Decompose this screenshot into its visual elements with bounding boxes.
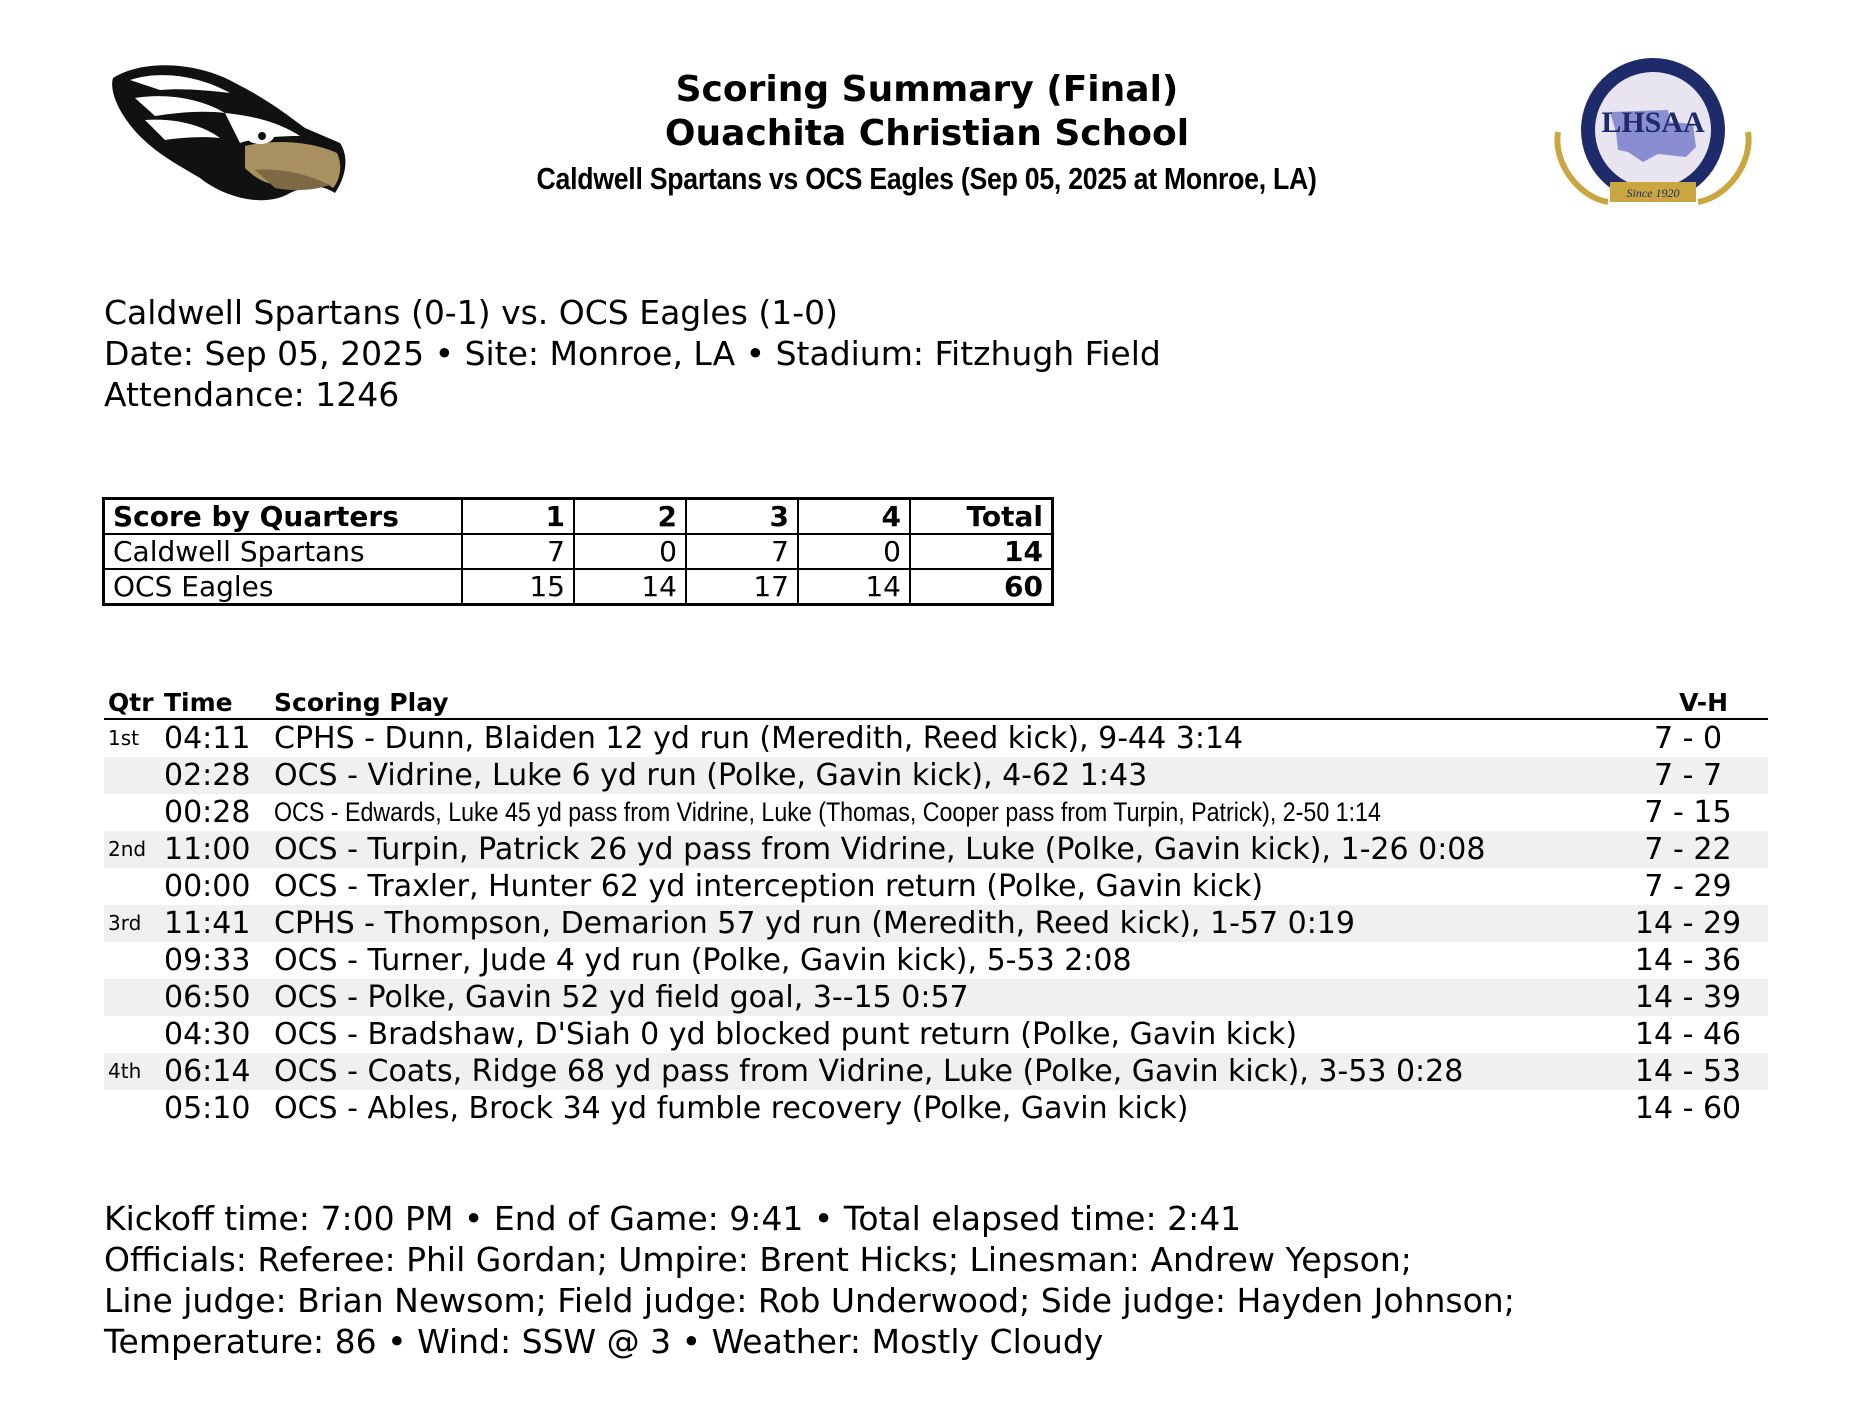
quarters-header-label: Score by Quarters <box>104 499 463 535</box>
play-time: 04:11 <box>164 721 251 756</box>
quarters-row-visitor <box>104 534 1053 569</box>
table-row <box>104 1053 1768 1090</box>
play-desc: OCS - Traxler, Hunter 62 yd interception return (Polke, Gavin kick) <box>274 869 1264 904</box>
footer-weather: Temperature: 86 • Wind: SSW @ 3 • Weather: Mostly Cloudy <box>104 1322 1104 1361</box>
svg-text:Since 1920: Since 1920 <box>1626 186 1680 200</box>
svg-text:LHSAA: LHSAA <box>1601 106 1705 139</box>
play-desc: OCS - Vidrine, Luke 6 yd run (Polke, Gavin kick), 4-62 1:43 <box>274 758 1148 793</box>
quarters-header-q3: 3 <box>686 499 798 535</box>
info-date-site: Date: Sep 05, 2025 • Site: Monroe, LA • Stadium: Fitzhugh Field <box>104 334 1161 373</box>
quarter-score: 0 <box>798 534 910 569</box>
table-row <box>104 1016 1768 1053</box>
play-desc: OCS - Edwards, Luke 45 yd pass from Vidrine, Luke (Thomas, Cooper pass from Turpin, Patrick), 2-50 1:14 <box>274 797 1381 827</box>
total-score: 14 <box>910 534 1053 569</box>
play-time: 00:28 <box>164 795 251 830</box>
quarter-score: 7 <box>686 534 798 569</box>
play-score: 7 - 15 <box>1644 795 1732 830</box>
play-desc: CPHS - Dunn, Blaiden 12 yd run (Meredith, Reed kick), 9-44 3:14 <box>274 721 1244 756</box>
play-time: 06:14 <box>164 1054 251 1089</box>
footer-times: Kickoff time: 7:00 PM • End of Game: 9:41 • Total elapsed time: 2:41 <box>104 1199 1242 1238</box>
play-score: 7 - 7 <box>1653 758 1723 793</box>
footer-officials-1: Officials: Referee: Phil Gordan; Umpire: Brent Hicks; Linesman: Andrew Yepson; <box>104 1240 1412 1279</box>
play-time: 02:28 <box>164 758 251 793</box>
play-time: 09:33 <box>164 943 251 978</box>
play-desc: OCS - Polke, Gavin 52 yd field goal, 3--15 0:57 <box>274 980 969 1015</box>
play-desc: OCS - Turpin, Patrick 26 yd pass from Vidrine, Luke (Polke, Gavin kick), 1-26 0:08 <box>274 832 1486 867</box>
play-desc: OCS - Coats, Ridge 68 yd pass from Vidrine, Luke (Polke, Gavin kick), 3-53 0:28 <box>274 1054 1464 1089</box>
col-time: Time <box>164 688 233 717</box>
play-score: 7 - 22 <box>1644 832 1732 867</box>
play-qtr: 3rd <box>108 911 142 935</box>
document-title: Scoring Summary (Final) <box>675 69 1179 110</box>
school-name: Ouachita Christian School <box>664 113 1190 154</box>
game-info <box>104 292 1161 415</box>
table-row <box>104 905 1768 942</box>
play-qtr: 2nd <box>108 837 147 861</box>
table-row <box>104 1090 1768 1127</box>
quarters-header-q4: 4 <box>798 499 910 535</box>
quarters-row-home <box>104 569 1053 605</box>
total-score: 60 <box>910 569 1053 605</box>
table-row <box>104 794 1768 831</box>
quarter-score: 0 <box>574 534 686 569</box>
play-time: 04:30 <box>164 1017 251 1052</box>
quarter-score: 7 <box>462 534 574 569</box>
play-score: 14 - 46 <box>1634 1017 1742 1052</box>
play-qtr: 4th <box>108 1059 142 1083</box>
quarters-header-q2: 2 <box>574 499 686 535</box>
quarters-header-total: Total <box>910 499 1053 535</box>
play-score: 7 - 29 <box>1644 869 1732 904</box>
team-name: OCS Eagles <box>104 569 463 605</box>
quarter-score: 15 <box>462 569 574 605</box>
col-scoring-play: Scoring Play <box>274 688 449 717</box>
play-score: 14 - 60 <box>1634 1091 1742 1126</box>
table-row <box>104 979 1768 1016</box>
document-header <box>0 68 1854 202</box>
play-score: 14 - 36 <box>1634 943 1742 978</box>
table-row <box>104 831 1768 868</box>
play-score: 14 - 29 <box>1634 906 1742 941</box>
play-score: 14 - 39 <box>1634 980 1742 1015</box>
quarter-score: 14 <box>798 569 910 605</box>
footer-officials-2: Line judge: Brian Newsom; Field judge: Rob Underwood; Side judge: Hayden Johnson; <box>104 1281 1515 1320</box>
quarters-header-q1: 1 <box>462 499 574 535</box>
quarter-score: 17 <box>686 569 798 605</box>
col-qtr: Qtr <box>108 688 154 717</box>
play-desc: CPHS - Thompson, Demarion 57 yd run (Meredith, Reed kick), 1-57 0:19 <box>274 906 1355 941</box>
play-desc: OCS - Bradshaw, D'Siah 0 yd blocked punt return (Polke, Gavin kick) <box>274 1017 1298 1052</box>
team-name: Caldwell Spartans <box>104 534 463 569</box>
table-row <box>104 942 1768 979</box>
scoring-plays-header <box>104 688 1768 720</box>
play-time: 11:00 <box>164 832 251 867</box>
info-attendance: Attendance: 1246 <box>104 375 400 414</box>
quarters-header-row <box>104 499 1053 535</box>
info-teams: Caldwell Spartans (0-1) vs. OCS Eagles (1-0) <box>104 293 839 332</box>
play-time: 00:00 <box>164 869 251 904</box>
scoring-plays-table <box>104 688 1768 1127</box>
game-footer <box>104 1198 1515 1362</box>
table-row <box>104 757 1768 794</box>
score-by-quarters-table <box>102 497 1054 606</box>
table-row <box>104 868 1768 905</box>
col-vh: V-H <box>1679 688 1728 717</box>
play-score: 7 - 0 <box>1653 721 1723 756</box>
quarter-score: 14 <box>574 569 686 605</box>
play-time: 11:41 <box>164 906 251 941</box>
play-qtr: 1st <box>108 726 139 750</box>
play-score: 14 - 53 <box>1634 1054 1742 1089</box>
play-desc: OCS - Ables, Brock 34 yd fumble recovery (Polke, Gavin kick) <box>274 1091 1189 1126</box>
play-desc: OCS - Turner, Jude 4 yd run (Polke, Gavin kick), 5-53 2:08 <box>274 943 1132 978</box>
matchup-line: Caldwell Spartans vs OCS Eagles (Sep 05, 2025 at Monroe, LA) <box>536 161 1318 196</box>
table-row <box>104 720 1768 757</box>
play-time: 06:50 <box>164 980 251 1015</box>
play-time: 05:10 <box>164 1091 251 1126</box>
